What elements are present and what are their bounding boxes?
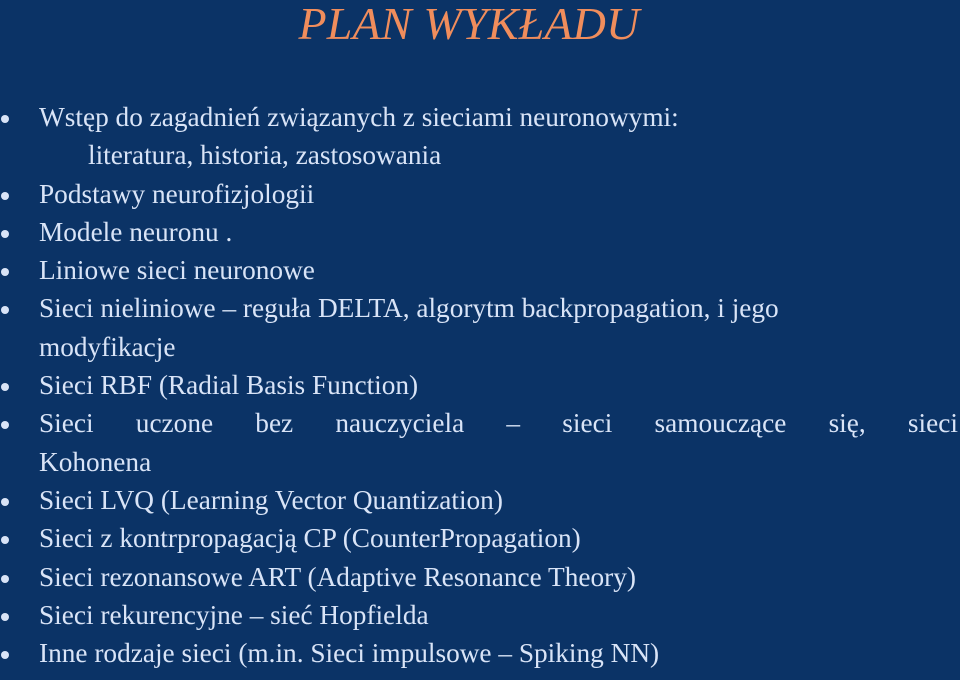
- bullet-icon: [1, 575, 9, 583]
- list-item-text: Sieci rezonansowe ART (Adaptive Resonance Theory): [39, 561, 636, 592]
- list-item-text: Sieci LVQ (Learning Vector Quantization): [39, 484, 503, 515]
- word: –: [506, 408, 521, 439]
- list-item-text: Wstęp do zagadnień związanych z sieciami neuronowymi:: [39, 102, 679, 132]
- word: się,: [828, 408, 866, 439]
- list-item: [0, 366, 960, 404]
- list-item-continuation: modyfikacje: [39, 331, 176, 362]
- list-item: [0, 519, 960, 557]
- bullet-icon: [1, 613, 9, 621]
- list-item-text: Modele neuronu .: [39, 216, 233, 247]
- list-item: [0, 289, 960, 366]
- bullet-icon: [1, 230, 9, 238]
- list-item: [0, 213, 960, 251]
- list-item-text: Sieci nieliniowe – reguła DELTA, algorytm backpropagation, i jego: [39, 293, 779, 324]
- bullet-icon: [1, 421, 9, 429]
- list-item: [0, 634, 960, 672]
- word: bez: [255, 408, 294, 439]
- word: uczone: [135, 408, 214, 439]
- bullet-icon: [1, 268, 9, 276]
- list-item-text: Liniowe sieci neuronowe: [39, 255, 315, 286]
- list-item-text: Sieci z kontrpropagacją CP (CounterPropagation): [39, 523, 581, 554]
- list-item-text: Sieci rekurencyjne – sieć Hopfielda: [39, 599, 429, 630]
- word: sieci: [562, 408, 613, 439]
- list-item: [0, 558, 960, 596]
- bullet-icon: [1, 536, 9, 544]
- list-item-text: [39, 404, 958, 442]
- lecture-plan-list: [0, 98, 960, 672]
- slide-title: PLAN WYKŁADU: [298, 0, 640, 49]
- list-item: [0, 481, 960, 519]
- list-item: [0, 98, 960, 175]
- list-item-text: Podstawy neurofizjologii: [39, 178, 315, 209]
- bullet-icon: [1, 306, 9, 314]
- bullet-icon: [1, 115, 9, 123]
- list-item-subtext: literatura, historia, zastosowania: [88, 140, 442, 171]
- bullet-icon: [1, 192, 9, 200]
- word: Sieci: [39, 408, 94, 439]
- list-item: [0, 596, 960, 634]
- word: sieci: [907, 408, 958, 439]
- bullet-icon: [1, 651, 9, 659]
- bullet-icon: [1, 498, 9, 506]
- list-item: [0, 404, 960, 481]
- list-item: [0, 251, 960, 289]
- word: samouczące: [654, 408, 787, 439]
- word: nauczyciela: [335, 408, 465, 439]
- list-item: [0, 175, 960, 213]
- list-item-text: Inne rodzaje sieci (m.in. Sieci impulsowe – Spiking NN): [39, 638, 660, 669]
- list-item-continuation: Kohonena: [39, 446, 152, 477]
- list-item-text: Sieci RBF (Radial Basis Function): [39, 370, 419, 401]
- bullet-icon: [1, 383, 9, 391]
